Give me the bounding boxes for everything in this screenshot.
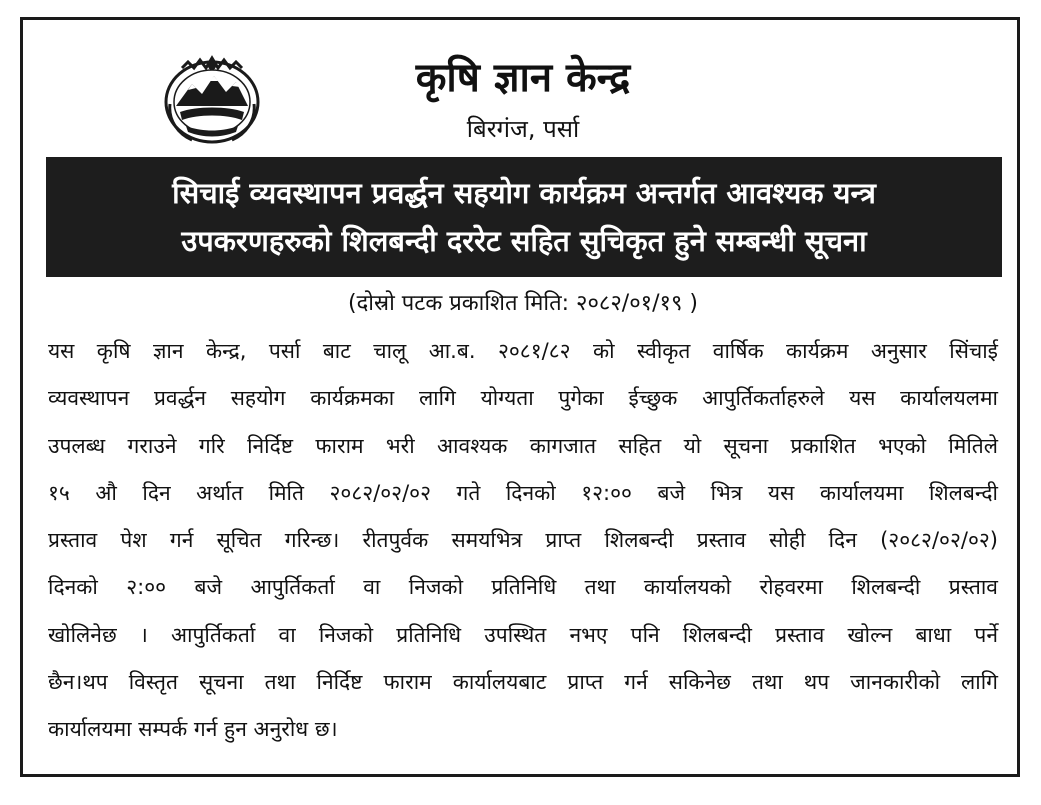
notice-title-line-2: उपकरणहरुको शिलबन्दी दररेट सहित सुचिकृत हुने सम्बन्धी सूचना xyxy=(181,224,867,258)
notice-body-line: उपलब्ध गराउने गरि निर्दिष्ट फाराम भरी आवश्यक कागजात सहित यो सूचना प्रकाशित भएको मितिले xyxy=(48,433,998,458)
notice-body-line: यस कृषि ज्ञान केन्द्र, पर्सा बाट चालू आ.ब. २०८१/८२ को स्वीकृत वार्षिक कार्यक्रम अनुसार सिंचाई xyxy=(48,339,998,363)
nepal-emblem-icon xyxy=(162,46,262,146)
notice-body-line: कार्यालयमा सम्पर्क गर्न हुन अनुरोध छ। xyxy=(48,717,338,742)
notice-body-line: खोलिनेछ । आपुर्तिकर्ता वा निजको प्रतिनिधि उपस्थित नभए पनि शिलबन्दी प्रस्ताव खोल्न बाधा पर्ने xyxy=(48,622,998,647)
notice-body-line: छैन।थप विस्तृत सूचना तथा निर्दिष्ट फाराम कार्यालयबाट प्राप्त गर्न सकिनेछ तथा थप जानकारीको लागि xyxy=(48,670,998,695)
notice-body-line: प्रस्ताव पेश गर्न सूचित गरिन्छ। रीतपुर्वक समयभित्र प्राप्त शिलबन्दी प्रस्ताव सोही दिन (२०८२/०२/०२) xyxy=(48,528,998,553)
notice-body xyxy=(48,328,998,754)
notice-body-line: दिनको २:०० बजे आपुर्तिकर्ता वा निजको प्रतिनिधि तथा कार्यालयको रोहवरमा शिलबन्दी प्रस्ताव xyxy=(48,575,998,600)
organization-name: कृषि ज्ञान केन्द्र xyxy=(415,55,631,101)
notice-title-line-1: सिचाई व्यवस्थापन प्रवर्द्धन सहयोग कार्यक्रम अन्तर्गत आवश्यक यन्त्र xyxy=(172,176,876,210)
notice-body-line: व्यवस्थापन प्रवर्द्धन सहयोग कार्यक्रमका लागि योग्यता पुगेका ईच्छुक आपुर्तिकर्ताहरुले यस कार्यालयलमा xyxy=(48,386,998,411)
organization-location: बिरगंज, पर्सा xyxy=(466,115,580,143)
notice-frame xyxy=(20,17,1020,777)
publication-date: (दोस्रो पटक प्रकाशित मिति: २०८२/०१/१९ ) xyxy=(348,291,698,316)
notice-title-banner xyxy=(46,157,1002,277)
notice-body-line: १५ औ दिन अर्थात मिति २०८२/०२/०२ गते दिनको १२:०० बजे भित्र यस कार्यालयमा शिलबन्दी xyxy=(48,480,998,505)
